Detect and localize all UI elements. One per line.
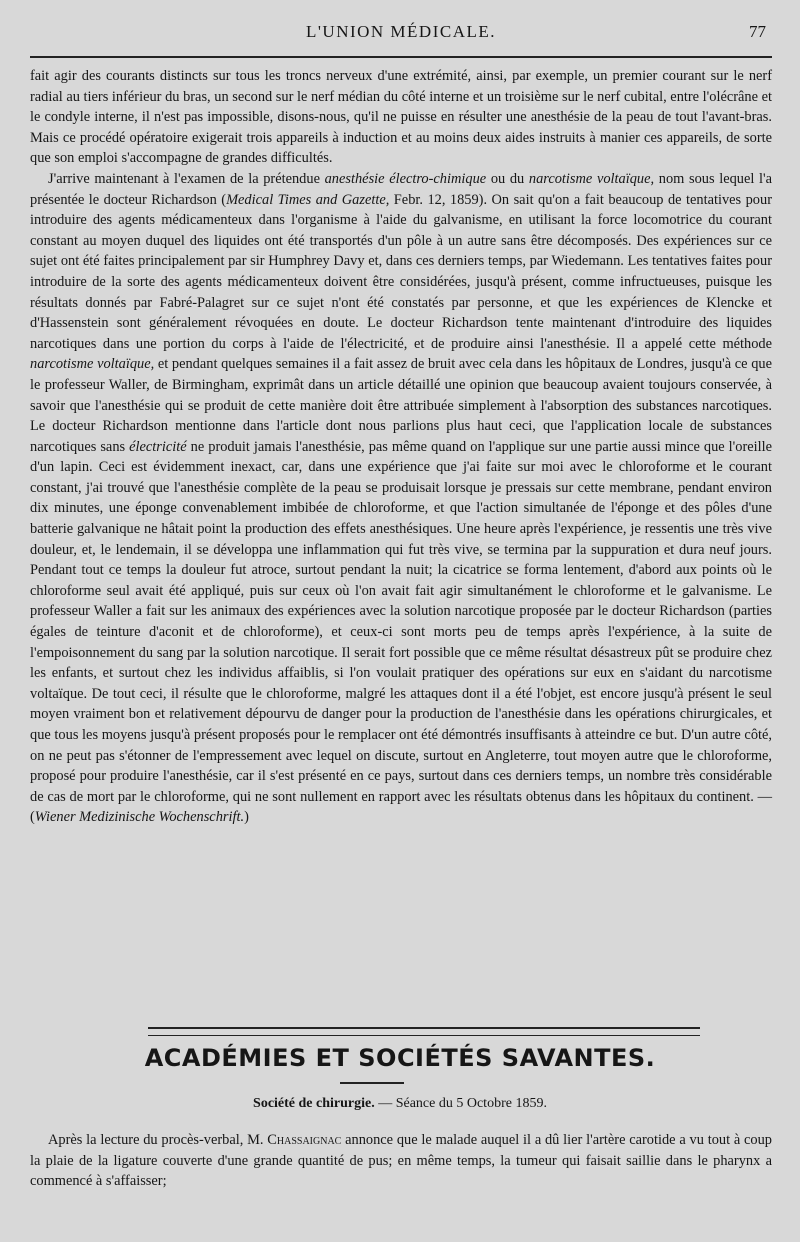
text-run: ) [244,809,249,826]
society-name: Société de chirurgie. [253,1096,375,1111]
page-number: 77 [749,22,766,41]
text-run: Après la lecture du procès-verbal, M. [48,1132,268,1148]
italic-term: narcotisme voltaïque, [30,356,155,373]
italic-term: narcotisme voltaïque, [528,170,655,187]
section-title: ACADÉMIES ET SOCIÉTÉS SAVANTES. [144,1044,656,1072]
text-run: nom sous lequel l'a présentée le docteur Richardson ( [30,170,772,208]
italic-term: anesthésie électro-chimique [324,170,487,187]
text-run: Febr. 12, 1859). On sait qu'on a fait beaucoup de tentatives pour introduire des agents médicamenteux dans l'organisme à l'aide du galvanisme, en utilisant la force locomotrice du courant constant au moyen duquel des liquides ont été transportés d'un pôle à un autre sans être décomposés. Des expériences sur ce sujet ont été faites principalement par sir Humphrey Davy et, dans ces derniers temps, par Wiedemann. Les tentatives faites pour introduire de la sorte des agents médicamenteux doivent être considérées, jusqu'à présent, comme infructueuses, puisque les résultats donnés par Fabré-Palagret sur ce sujet n'ont été constatés par personne, et que les expériences de Klencke et d'Hassenstein sont généralement révoquées en doute. Le docteur Richardson tente maintenant d'introduire des liquides narcotiques dans une portion du corps à l'aide de l'électricité, et de produire ainsi l'anesthésie. Il a appelé cette méthode [30,191,772,352]
header-rule [30,56,772,58]
italic-term: électricité [129,438,187,455]
text-run: J'arrive maintenant à l'examen de la prétendue [48,170,325,187]
section-divider [148,1027,700,1036]
article-body [30,66,772,828]
text-run: ou du [486,170,529,187]
text-run: et pendant quelques semaines il a fait assez de bruit avec cela dans les hôpitaux de Londres, jusqu'à ce que le professeur Waller, de Birmingham, exprimât dans un article détaillé une opinion que beaucoup avaient toujours conservée, à savoir que l'anesthésie qui se produit de cette manière doit être attribuée simplement à l'absorption des substances narcotiques. Le docteur Richardson mentionne dans l'article dont nous parlions plus haut ceci, que l'application locale de substances narcotiques sans [30,356,772,455]
society-heading [0,1096,800,1112]
session-date: — Séance du 5 Octobre 1859. [374,1096,547,1111]
journal-citation: Medical Times and Gazette, [226,191,390,208]
speaker-name: Chassaignac [267,1132,342,1148]
paragraph-2 [30,169,772,828]
running-title: L'UNION MÉDICALE. [305,22,497,41]
journal-citation: Wiener Medizinische Wochenschrift. [34,809,245,826]
paragraph-1: fait agir des courants distincts sur tous les troncs nerveux d'une extrémité, ainsi, par exemple, un premier courant sur le nerf radial au tiers inférieur du bras, un second sur le nerf médian du côté interne et un troisième sur le nerf cubital, entre l'olécrâne et le condyle interne, il n'est pas impossible, disons-nous, qu'il ne puisse en résulter une anesthésie de la peau de tout l'avant-bras. Mais ce procédé opératoire exigerait trois appareils à induction et au moins deux aides instruits à manier ces appareils, de sorte que son emploi s'accompagne de grandes difficultés. [30,68,772,167]
minutes-paragraph [30,1130,772,1192]
page-header [30,22,772,44]
title-underline [340,1082,404,1084]
text-run: ne produit jamais l'anesthésie, pas même quand on l'applique sur une partie aussi mince que l'oreille d'un lapin. Ceci est évidemment inexact, car, dans une expérience que j'ai faite sur moi avec le chloroforme et le courant constant, j'ai trouvé que l'anesthésie complète de la peau se produisait lorsque je pressais sur cette membrane, pendant environ dix minutes, une éponge convenablement imbibée de chloroforme, et que l'action simultanée de l'éponge et des pôles d'une batterie galvanique ne hâtait point la production des effets anesthésiques. Une heure après l'expérience, je ressentis une très vive douleur, et, le lendemain, il se développa une inflammation qui fut très vive, se termina par la suppuration et dura neuf jours. Pendant tout ce temps la douleur fut atroce, surtout pendant la nuit; la cicatrice se forma lentement, d'abord aux points où le chloroforme seul avait été appliqué, puis sur ceux où l'on avait fait agir simultanément le chloroforme et le galvanisme. Le professeur Waller a fait sur les animaux des expériences avec la solution narcotique proposée par le docteur Richardson (parties égales de teinture d'aconit et de chloroforme), et ceux-ci sont morts peu de temps après l'expérience, à la suite de l'empoisonnement du sang par la solution narcotique. Il serait fort possible que ce même résultat désastreux pût se produire chez les enfants, et surtout chez les individus affaiblis, si l'on voulait pratiquer des opérations sur eux en s'aidant du narcotisme voltaïque. De tout ceci, il résulte que le chloroforme, malgré les attaques dont il a été l'objet, est encore jusqu'à présent le seul moyen vraiment bon et relativement dépourvu de danger pour la production de l'anesthésie dans les opérations chirurgicales, et que tous les moyens jusqu'à présent proposés pour le remplacer ont été démontrés insuffisants à atteindre ce but. D'un autre côté, on ne peut pas s'étonner de l'empressement avec lequel on discute, surtout en Angleterre, tout moyen autre que le chloroforme, proposé pour produire l'anesthésie, car il s'est présenté en ce pays, surtout dans ces derniers temps, un nombre très considérable de cas de mort par le chloroforme, qui ne sont nullement en rapport avec les résultats obtenus dans les hôpitaux du continent. — ( [30,438,772,826]
text-run: annonce que le malade auquel il a dû lier l'artère carotide a vu tout à coup la plaie de la ligature couverte d'une grande quantité de pus; en même temps, la tumeur qui faisait saillie dans le pharynx a commencé à s'affaisser; [30,1132,773,1190]
